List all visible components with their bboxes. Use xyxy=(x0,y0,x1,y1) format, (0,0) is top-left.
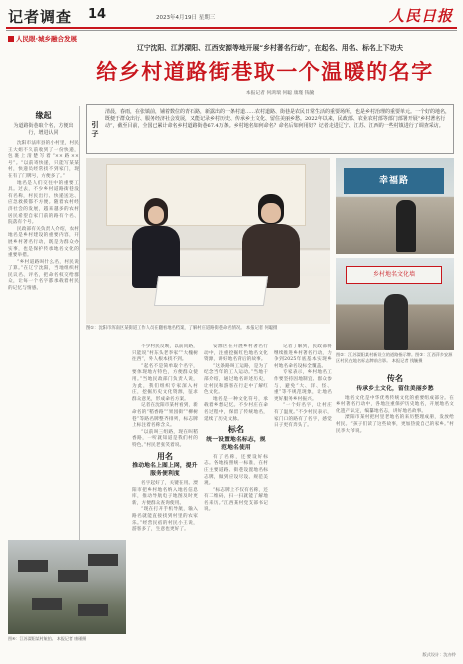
left-section-heading: 缘起 xyxy=(35,110,52,120)
paragraph: 地名是人们交往中的重要工具。过去，不少乡村道路街巷没有名称，村民出行、快递送达、应急救援都不方便。随着农村经济社会的发展，越来越多的农村居民希望自家门前的路有个名、院落有个号。 xyxy=(8,180,79,226)
section-heading: 标名 xyxy=(227,424,245,435)
paragraph: 地名文化是中华优秀传统文化的重要组成部分。在乡村著名行动中，各地注重保护历史地名，开展地名文化遗产认定，编纂地名志，讲好地名故事。 xyxy=(336,395,454,414)
photo-roof xyxy=(88,554,118,566)
photo-document xyxy=(154,276,268,306)
newspaper-logo: 人民日报 xyxy=(388,7,453,25)
body-column-3 xyxy=(204,344,268,644)
paragraph: 地名是一种文化符号，承载着乡愁记忆。不少村庄在命名过程中，保留了传统地名，延续了历史文脉。 xyxy=(204,396,268,422)
photo-person xyxy=(396,200,416,252)
byline: 本报记者 何鸿瑞 何聪 康瑾 钱毓 xyxy=(245,91,315,96)
paragraph: “现在打开手机导航，输入路名就能直接找到村里的农家乐。”经营民宿的村民小王说，游客多了，生意也更好了。 xyxy=(132,507,198,533)
section-subheading: 推动地名上图上网，提升服务便利度 xyxy=(132,463,198,478)
lead-text: 清晨，春雨，在张镇前，铺着数位的青石路，新露出的一条村道……农村道路、街巷是农民日常生活的重要场所，也是乡村治理的重要单元。一个好的地名，既便于群众出行、服务经济社会发展，又能记录乡村历史、传承乡土文化、留住美丽乡愁。2022年以来，民政部、农业农村部等部门部署开展“乡村著名行动”，截至目前，全国已累计命名乡村道路街巷67.4万条。乡村地名如何命名？命名后如何用好？记者走进辽宁、江苏、江西的一些村镇进行了调查采访。 xyxy=(105,109,451,130)
overtitle: 辽宁沈阳、江苏溧阳、江西安源等地开展“乡村著名行动”，在起名、用名、标名上下功夫 xyxy=(136,44,404,52)
column-tag xyxy=(8,34,77,43)
paragraph: “标志牌上不仅有名称，还有二维码，扫一扫就能了解地名来历。”江西某村党支部书记说。 xyxy=(204,487,268,513)
photo-roof xyxy=(58,570,88,582)
section-heading: 用名 xyxy=(156,450,174,461)
paragraph: 不少村民反映，以前问路，只能说“村东头老李家”“大槐树往西”，外人根本找不到。 xyxy=(132,344,198,363)
photo-roof xyxy=(32,598,62,610)
paragraph: 沈阳市法库县的小村里，村民王大姐不久前收到了一份快递，包裹上清楚写着“××路××号”。“以前寄快递，只能写某某村，快递员经常找不到家门，现在有了门牌号，方便多了。” xyxy=(8,141,79,179)
culture-wall-sign: 乡村地名文化墙 xyxy=(346,266,442,284)
photo-person-woman xyxy=(126,198,186,288)
lead-label: 引子 xyxy=(91,120,99,138)
photo-person xyxy=(384,294,408,350)
main-photo-caption: 图①：沈阳市浑南区某街道工作人员在翻看地名档案，了解村庄道路街巷命名情况。 本报记者 何聪摄 xyxy=(86,326,278,331)
masthead xyxy=(6,4,457,26)
section-subheading: 传承乡土文化，留住美丽乡愁 xyxy=(356,385,434,392)
paragraph: “乡村道路叫什么名，村民说了算。”在辽宁沈阳，当地组织村民议名、评名，把命名权交给群众，让每一个名字都承载着村民的记忆与情感。 xyxy=(8,259,79,292)
paragraph: “一个好名字，让村庄有了温度。”不少村民表示，家门口的路有了名字，感觉日子更有奔头了。 xyxy=(274,403,332,429)
paragraph: 记者在沈阳市某村看到，新命名的“稻香路”“果园街”“柳树巷”等路名牌整齐排列，标志牌上标注着名称含义。 xyxy=(132,403,198,429)
right-photo-caption: 图②：江苏溧阳某村新设立的道路指示牌。图③：江西萍乡安源区村民在地名标志牌前合影。 本报记者 钱毓摄 xyxy=(336,352,453,363)
paragraph: 有了名称，还要设好标志。各地按照统一标准，在村庄主要道路、街巷设置地名标志牌，做到应设尽设、规范美观。 xyxy=(204,454,268,487)
left-column-text xyxy=(8,141,79,293)
section-title: 记者调查 xyxy=(8,8,73,26)
aerial-photo-caption: 图④：江苏溧阳某村航拍。 本报记者 康瑾摄 xyxy=(8,636,87,641)
paragraph: “起名不是简单取个名字，要体现地方特色，方便群众使用。”当地民政部门负责人说，为此，我们组织专家深入村庄，挖掘历史文化资源，征求群众意见，形成命名方案。 xyxy=(132,363,198,402)
tag-square-icon xyxy=(8,36,14,42)
lead-box xyxy=(86,104,454,154)
body-column-4 xyxy=(274,344,332,644)
issue-date: 2023年4月19日 星期三 xyxy=(156,15,216,21)
photo-roof xyxy=(78,604,108,616)
paragraph: “这条路叫工运路，是为了纪念当年的工人运动。”当地干部介绍，通过地名讲述历史，让村民和游客在行走中了解红色文化。 xyxy=(204,363,268,396)
paragraph: “以前叫三组路，现在叫稻香路，一听就知道是我们村的特色。”村民老张笑着说。 xyxy=(132,429,198,448)
paragraph: 记者了解到，民政部将继续推进乡村著名行动，力争到2025年底基本实现乡村地名命名设标全覆盖。 xyxy=(274,344,332,369)
section-subheading: 统一设置地名标志，规范地名使用 xyxy=(206,436,266,451)
body-column-2 xyxy=(132,344,198,644)
right-photo-top xyxy=(336,158,454,254)
masthead-thin-rule xyxy=(6,30,457,31)
paragraph: 专家表示，乡村地名工作要坚持因地制宜、群众参与，避免“大、洋、怪、重”等不规范现象，让地名更好服务乡村振兴。 xyxy=(274,370,332,402)
body-column-5 xyxy=(336,372,454,648)
headline: 给乡村道路街巷取一个温暖的名字 xyxy=(96,59,434,84)
right-photo-bottom xyxy=(336,258,454,350)
aerial-village-photo xyxy=(8,540,126,634)
paragraph: 安源区在开展乡村著名行动中，注重挖掘红色地名文化资源，讲好地名背后的故事。 xyxy=(204,344,268,363)
photo-roof xyxy=(18,560,48,572)
road-sign: 幸福路 xyxy=(344,168,444,194)
masthead-rule xyxy=(6,27,457,29)
page-number: 14 xyxy=(88,7,107,22)
paragraph: 民政部有关负责人介绍，农村地名是乡村建设的重要内容，开展乡村著名行动，既是为群众办实事，也是保护传承地名文化的重要举措。 xyxy=(8,226,79,259)
column-tag-label: 人民眼·城乡融合发展 xyxy=(16,35,77,43)
paragraph: 名字起好了，关键在用。溧阳市把乡村地名纳入地名信息库，推动导航电子地图及时更新，方便群众查询使用。 xyxy=(132,481,198,506)
photo-person-man xyxy=(236,194,306,288)
section-heading: 传名 xyxy=(386,373,404,383)
layout-credit: 版式设计：沈亦伶 xyxy=(422,652,456,657)
main-photo xyxy=(86,158,330,324)
paragraph: 溧阳市某村把村里老地名的来历整理成册，发放给村民。“孩子们读了这些故事，更加热爱自己的家乡。”村民李大爷说。 xyxy=(336,415,454,434)
left-section-subheading: 为道路街巷取个名，方便出行，增进认同 xyxy=(13,123,74,136)
